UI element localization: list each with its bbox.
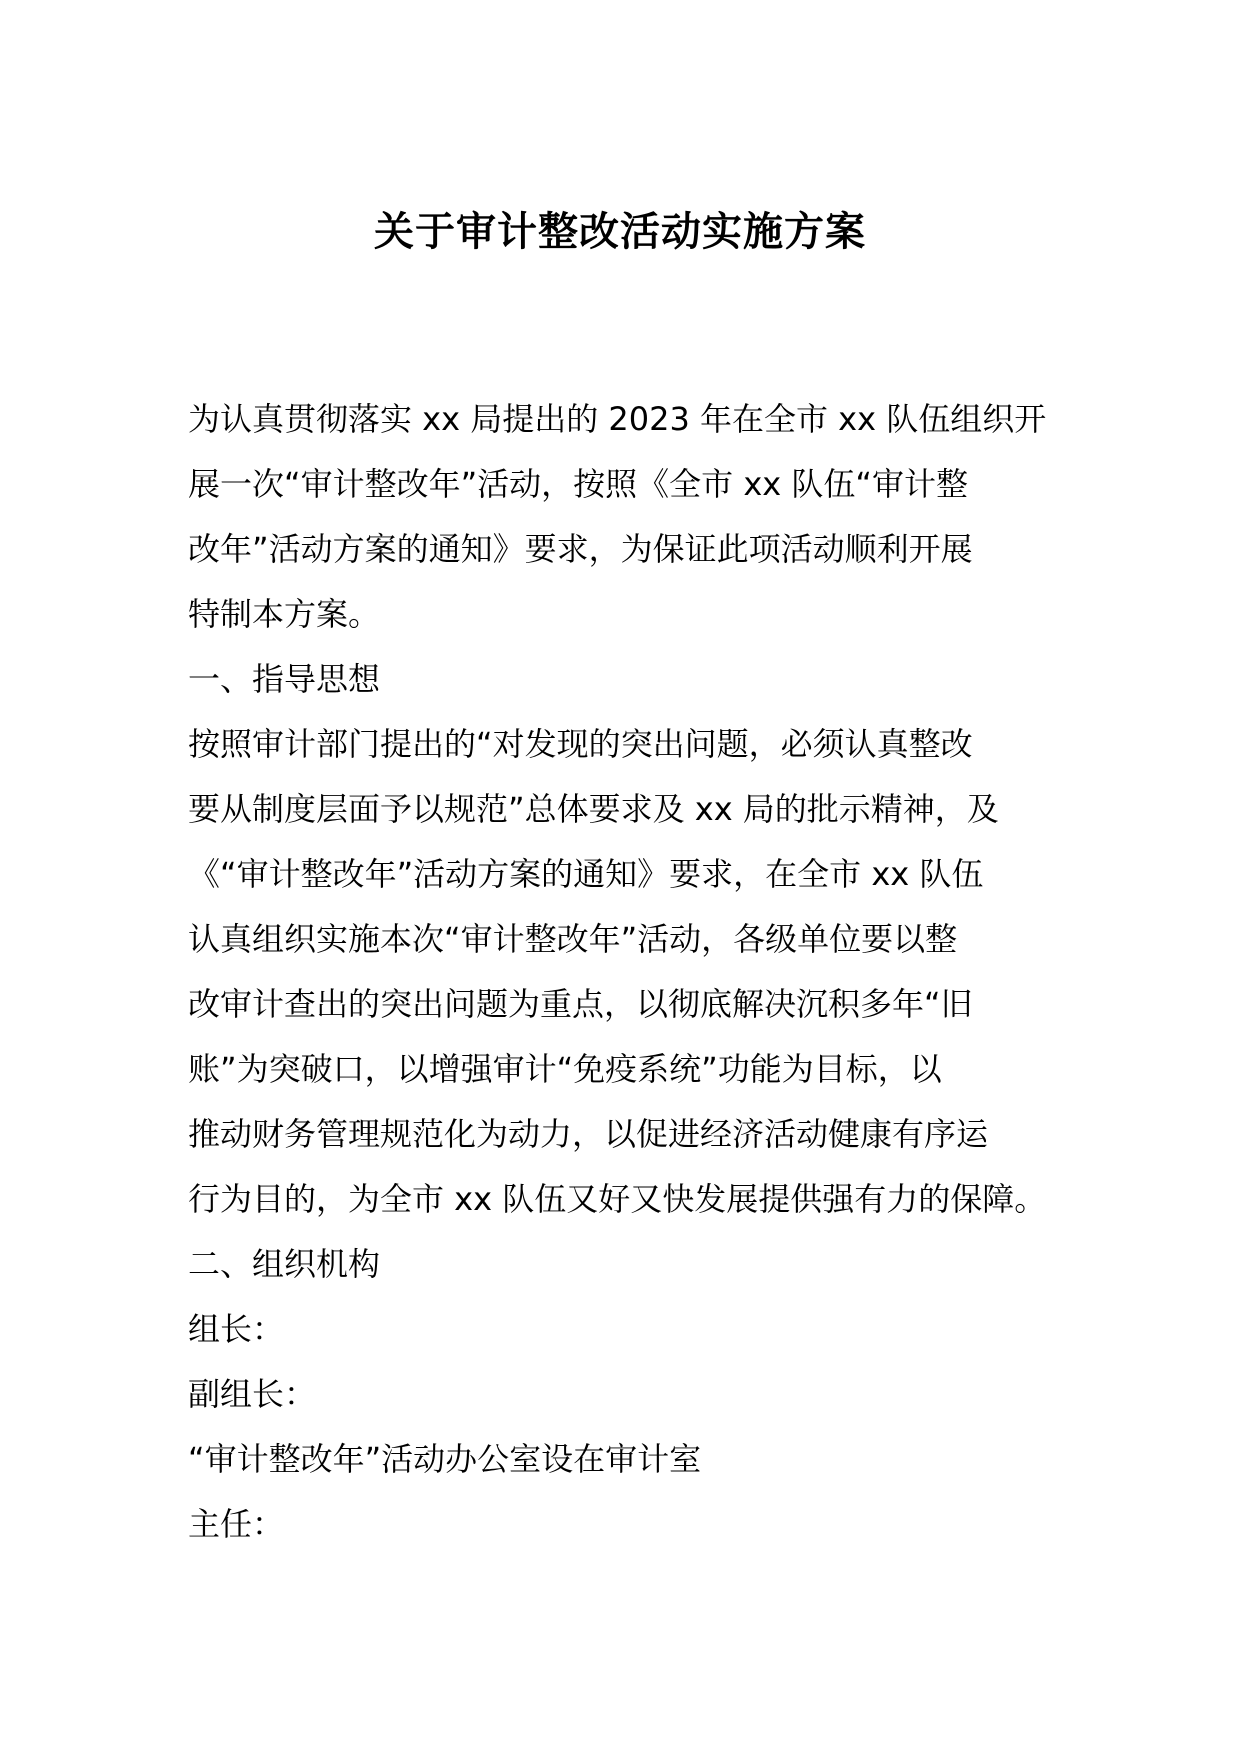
- deputy-leader-label: 副组长：: [188, 1375, 317, 1413]
- document-title: 关于审计整改活动实施方案: [374, 209, 866, 255]
- guiding-thought-line: 改审计查出的突出问题为重点，以彻底解决沉积多年“旧: [188, 985, 973, 1023]
- section2-heading: 二、组织机构: [188, 1245, 381, 1283]
- section1-heading: 一、指导思想: [188, 660, 381, 698]
- guiding-thought-line: 行为目的，为全市 xx 队伍又好又快发展提供强有力的保障。: [188, 1180, 1047, 1218]
- guiding-thought-line: 推动财务管理规范化为动力，以促进经济活动健康有序运: [188, 1115, 989, 1153]
- director-label: 主任：: [188, 1505, 285, 1543]
- guiding-thought-line: 《“审计整改年”活动方案的通知》要求，在全市 xx 队伍: [188, 855, 984, 893]
- guiding-thought-line: 账”为突破口，以增强审计“免疫系统”功能为目标，以: [188, 1050, 942, 1088]
- intro-line: 为认真贯彻落实 xx 局提出的 2023 年在全市 xx 队伍组织开: [188, 400, 1047, 438]
- guiding-thought-line: 认真组织实施本次“审计整改年”活动，各级单位要以整: [188, 920, 958, 958]
- guiding-thought-line: 要从制度层面予以规范”总体要求及 xx 局的批示精神，及: [188, 790, 999, 828]
- intro-line: 改年”活动方案的通知》要求，为保证此项活动顺利开展: [188, 530, 973, 568]
- document-body: [188, 387, 1058, 1557]
- intro-line: 特制本方案。: [188, 595, 381, 633]
- leader-label: 组长：: [188, 1310, 285, 1348]
- intro-paragraph: [188, 387, 1058, 647]
- office-line: “审计整改年”活动办公室设在审计室: [188, 1440, 702, 1478]
- guiding-thought-line: 按照审计部门提出的“对发现的突出问题，必须认真整改: [188, 725, 973, 763]
- guiding-thought-paragraph: [188, 712, 1058, 1232]
- intro-line: 展一次“审计整改年”活动，按照《全市 xx 队伍“审计整: [188, 465, 968, 503]
